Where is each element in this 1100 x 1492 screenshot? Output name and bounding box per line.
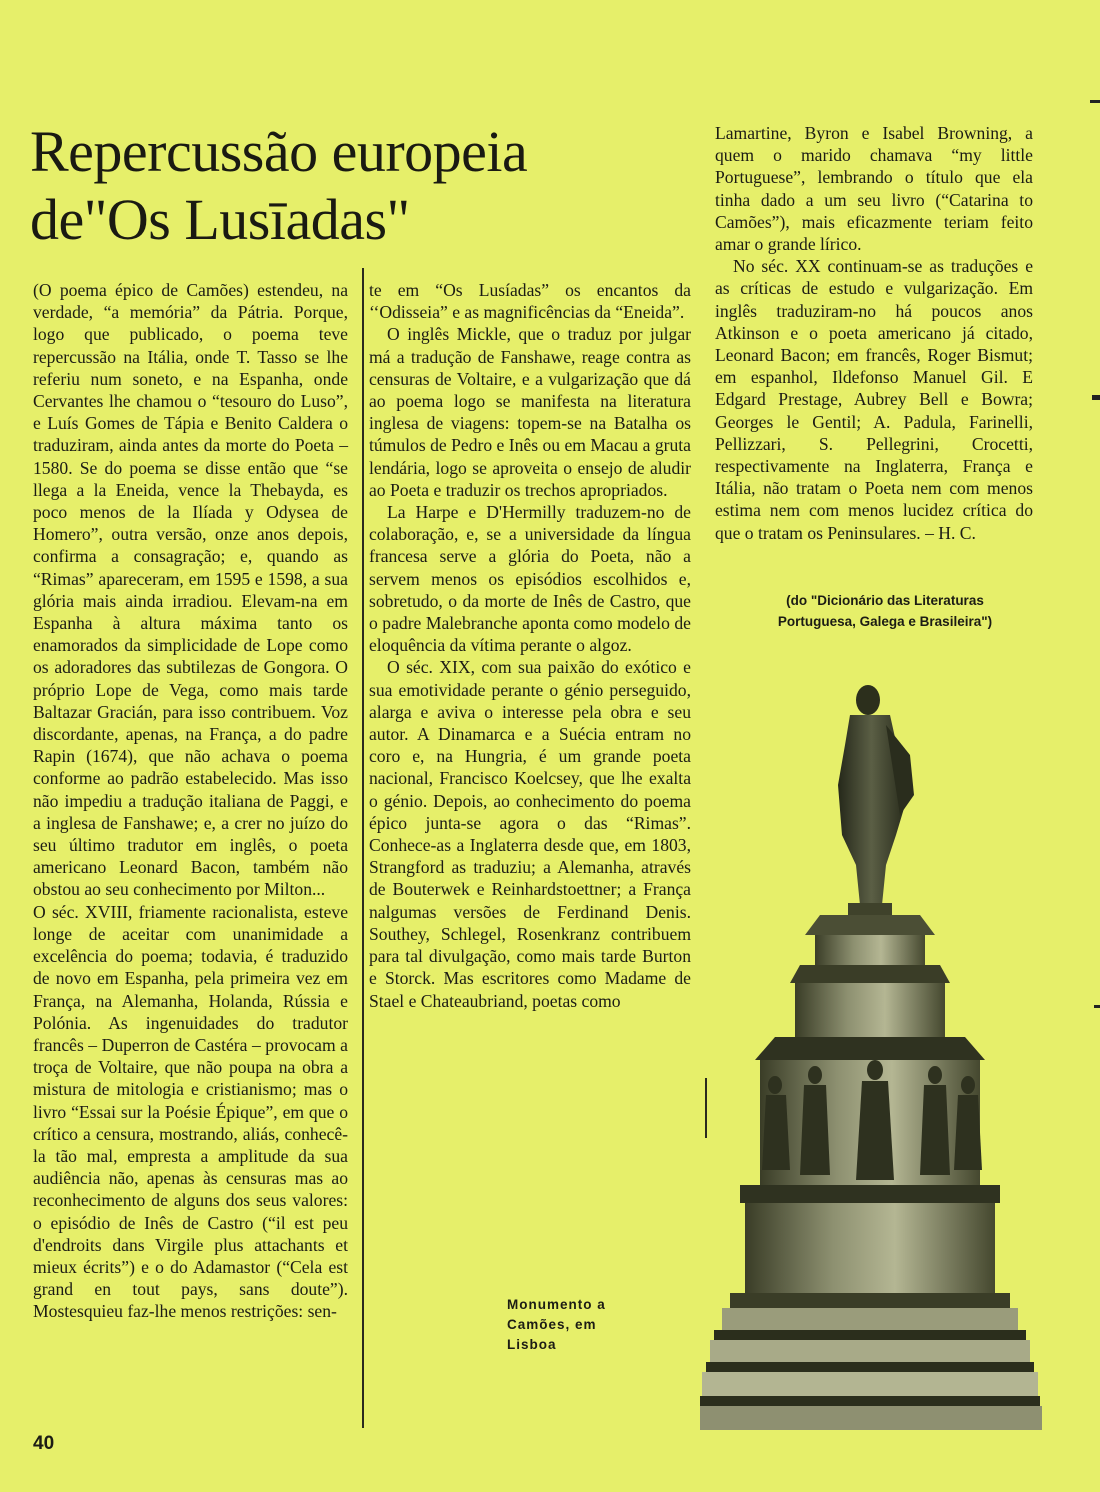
article-title [30,118,590,254]
edge-mark [1090,100,1100,103]
paragraph: O inglês Mickle, que o traduz por julgar má a tradução de Fanshawe, reage contra as censuras de Voltaire, e a vulgarização que dá ao poema logo se manifesta na literatura inglesa de viagens: topem-se na Batalha os túmulos de Pedro e Inês ou em Macau a gruta lendária, logo se aproveita o ensejo de aludir ao Poeta e traduzir os trechos apropriados. [369,324,691,500]
source-line-1: (do "Dicionário das Literaturas [786,593,984,608]
statue-figure [838,685,914,917]
paragraph: te em “Os Lusíadas” os encantos da ‘‘Odisseia” e as magnificências da “Eneida”. [369,280,691,323]
paragraph: La Harpe e D'Hermilly traduzem-no de colaboração, e, se a universidade da língua francesa serve a glória do Poeta, não a servem menos os episódios escolhidos e, sobretudo, o da morte de Inês de Castro, que o padre Malebranche aponta como modelo de eloquência da vítima perante o algoz. [369,502,691,656]
paragraph: O séc. XVIII, friamente racionalista, esteve longe de aceitar com unanimidade a excelência do poema; todavia, é traduzido de novo em Espanha, pela primeira vez em França, na Alemanha, Holanda, Rússia e Polónia. As ingenuidades do tradutor francês – Duperron de Castéra – provocam a troça de Voltaire, que não poupa na obra a mistura de mitologia e cristianismo; mas o livro “Essai sur la Poésie Épique”, em que o crítico a censura, mostrando, aliás, conhecê-la tão mal, empresta a amplitude da sua audiência não, apenas às censuras mas ao reconhecimento de alguns dos seus valores: o episódio de Inês de Castro (“il est peu d'endroits dans Virgile plus attachants et mieux écrits”) e o do Adamastor (“Cela est grand en tout pays, sans doute”). Mostesquieu faz-lhe menos restrições: sen- [33,901,348,1322]
edge-mark [1094,1005,1100,1008]
column-2 [369,279,691,1012]
title-line-2: de"Os Lusīadas" [30,187,410,252]
paragraph: O séc. XIX, com sua paixão do exótico e sua emotividade perante o génio perseguido, alarga e aviva o interesse pela obra e seu autor. A Dinamarca e a Suécia entram no coro e, na Hungria, é um grande poeta nacional, Francisco Koelcsey, que lhe exalta o génio. Depois, ao conhecimento do poema épico junta-se agora o das “Rimas”. Conhece-as a Inglaterra desde que, em 1803, Strangford as traduziu; a Alemanha, através de Bouterwek e Reinhardstoettner; a França nalgumas versões de Ferdinand Denis. Southey, Schlegel, Rosenkranz contribuem para tal divulgação, como mais tarde Burton e Storck. Mas escritores como Madame de Stael e Chateaubriand, poetas como [369,657,691,1011]
source-line-2: Portuguesa, Galega e Brasileira") [777,614,993,629]
column-1 [33,279,348,1323]
edge-mark [1092,395,1100,400]
monument-photo [700,665,1045,1430]
column-3 [715,122,1033,544]
photo-caption: Monumento a Camões, em Lisboa [507,1297,606,1352]
paragraph: (O poema épico de Camões) estendeu, na verdade, “a memória” da Pátria. Porque, logo que publicado, o poema teve repercussão na Itália, onde T. Tasso se lhe referiu num soneto, e na Espanha, onde Cervantes lhe chamou o “tesouro do Luso”, e Luís Gomes de Tápia e Benito Caldera o traduziram, ainda antes da morte do Poeta – 1580. Se do poema se disse então que “se llega a la Eneida, vence la Thebayda, es poco menos de la Ilíada y Odysea de Homero”, outra versão, onze anos depois, confirma a consagração; e, quando as “Rimas” apareceram, em 1595 e 1598, a sua glória mais ainda irradiou. Elevam-na em Espanha à altura máxima tanto os enamorados da simplicidade de Lope como os adoradores das subtilezas de Gongora. O próprio Lope de Vega, como mais tarde Baltazar Gracián, para isso contribuem. Voz discordante, apenas, na França, a do padre Rapin (1674), que não achava o poema conforme ao padrão estabelecido. Mas isso não impediu a tradução italiana de Paggi, e a inglesa de Fanshawe; e, a crer no juízo do seu último tradutor em inglês, o poeta americano Leonard Bacon, também não obstou ao seu conhecimento por Milton... [33,280,348,900]
paragraph: Lamartine, Byron e Isabel Browning, a quem o marido chamava “my little Portuguese”, lembrando o título que ela tinha dado a um seu livro (“Catarina to Camões”), mais eficazmente teriam feito amar o grande lírico. [715,123,1033,255]
title-line-1: Repercussão europeia [30,119,528,184]
page-number: 40 [33,1433,55,1454]
source-credit [740,590,1030,632]
paragraph: No séc. XX continuam-se as traduções e as críticas de estudo e vulgarização. Em inglês traduziram-no há poucos anos Atkinson e o poeta americano já citado, Leonard Bacon; em francês, Roger Bismut; em espanhol, Ildefonso Manuel Gil. E Edgard Prestage, Aubrey Bell e Bowra; Georges le Gentil; A. Padula, Farinelli, Pellizzari, S. Pellegrini, Crocetti, respectivamente na Inglaterra, França e Itália, não tratam o Poeta nem com menos estima nem com menos lucidez crítica do que o tratam os Peninsulares. – H. C. [715,256,1033,543]
column-divider [362,268,364,1428]
